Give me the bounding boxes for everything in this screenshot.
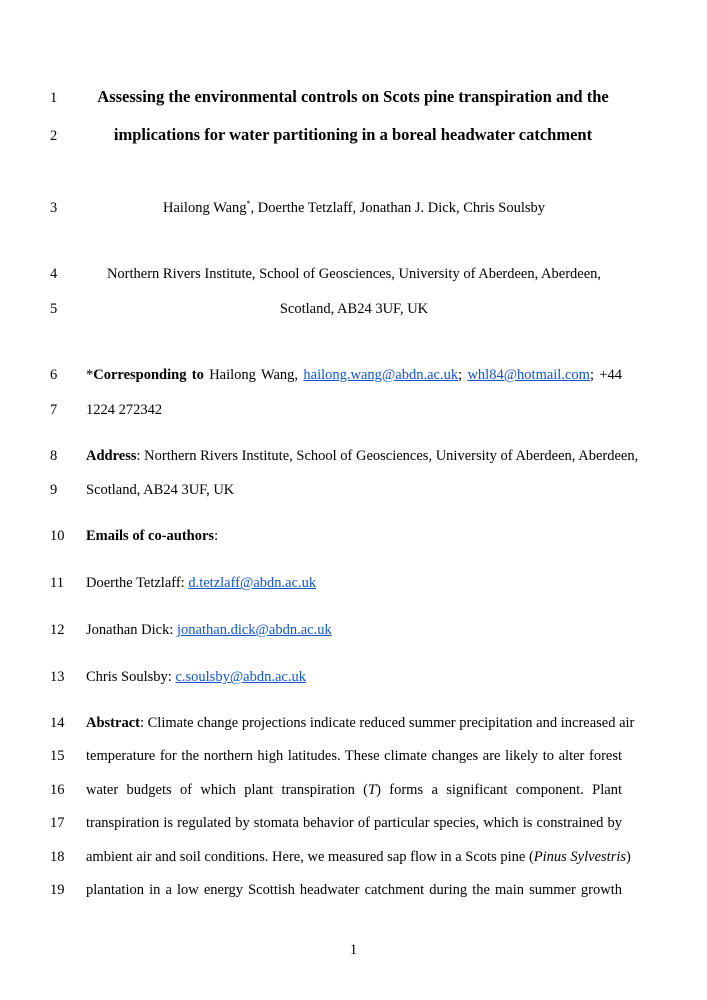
- line-number: 8: [50, 448, 58, 464]
- separator: ;: [458, 367, 468, 383]
- abstract-line: [86, 781, 622, 799]
- line-number: 17: [50, 815, 65, 831]
- paper-title-line-2: implications for water partitioning in a boreal headwater catchment: [113, 125, 593, 144]
- corresponding-asterisk: *: [86, 367, 94, 383]
- phone-part-2: 1224 272342: [86, 402, 163, 418]
- author-rest: , Doerthe Tetzlaff, Jonathan J. Dick, Chris Soulsby: [250, 200, 545, 216]
- line-number: 15: [50, 748, 65, 764]
- phone-part-1: ; +44: [589, 367, 622, 383]
- affiliation-line-2: Scotland, AB24 3UF, UK: [279, 301, 429, 317]
- author-first: Hailong Wang: [163, 200, 247, 216]
- coauthor-name: Jonathan Dick:: [86, 622, 178, 638]
- transpiration-symbol: T: [368, 782, 377, 798]
- paper-title-line-1: Assessing the environmental controls on Scots pine transpiration and the: [97, 87, 609, 106]
- email-link-secondary[interactable]: whl84@hotmail.com: [467, 367, 590, 383]
- abstract-line: temperature for the northern high latitudes. These climate changes are likely to alter forest: [86, 748, 622, 764]
- abstract-line: [86, 714, 635, 732]
- line-number: 11: [50, 575, 64, 591]
- address-label: Address: [86, 448, 137, 464]
- abstract-text: ) forms a significant component. Plant: [376, 782, 622, 798]
- coauthors-label: Emails of co-authors: [86, 528, 215, 544]
- author-list: [86, 199, 622, 217]
- line-number: 4: [50, 266, 58, 282]
- line-number: 7: [50, 402, 58, 418]
- address-line-1: [86, 447, 639, 465]
- line-number: 1: [50, 90, 58, 106]
- line-number: 13: [50, 669, 65, 685]
- abstract-text: water budgets of which plant transpiration (: [86, 782, 369, 798]
- line-number: 12: [50, 622, 65, 638]
- abstract-line: transpiration is regulated by stomata behavior of particular species, which is constrained by: [86, 815, 622, 831]
- colon: :: [214, 528, 219, 544]
- line-number: 10: [50, 528, 65, 544]
- corresponding-mark: *: [246, 199, 251, 209]
- abstract-text: ambient air and soil conditions. Here, we measured sap flow in a Scots pine (: [86, 849, 534, 865]
- address-line-2: Scotland, AB24 3UF, UK: [86, 482, 235, 498]
- line-number: 19: [50, 882, 65, 898]
- abstract-line: plantation in a low energy Scottish headwater catchment during the main summer growth: [86, 882, 622, 898]
- line-number: 2: [50, 128, 58, 144]
- abstract-text: : Climate change projections indicate reduced summer precipitation and increased air: [139, 715, 635, 731]
- line-number: 9: [50, 482, 58, 498]
- line-number: 18: [50, 849, 65, 865]
- line-number: 5: [50, 301, 58, 317]
- corresponding-name: Hailong Wang,: [203, 367, 304, 383]
- corresponding-label: Corresponding to: [93, 367, 204, 383]
- coauthor-email-link[interactable]: d.tetzlaff@abdn.ac.uk: [188, 575, 317, 591]
- coauthor-name: Chris Soulsby:: [86, 669, 176, 685]
- page-number: 1: [349, 942, 358, 958]
- species-name: Pinus Sylvestris: [533, 849, 627, 865]
- line-number: 3: [50, 200, 58, 216]
- line-number: 16: [50, 782, 65, 798]
- coauthor-item: [86, 621, 622, 639]
- coauthor-item: [86, 668, 622, 686]
- abstract-text: ): [626, 849, 631, 865]
- line-number: 14: [50, 715, 65, 731]
- coauthors-heading: [86, 527, 622, 545]
- address-text: : Northern Rivers Institute, School of Geosciences, University of Aberdeen, Aberdeen,: [136, 448, 639, 464]
- affiliation-line-1: Northern Rivers Institute, School of Geosciences, University of Aberdeen, Aberdeen,: [106, 266, 602, 282]
- abstract-line: [86, 848, 631, 866]
- coauthor-email-link[interactable]: jonathan.dick@abdn.ac.uk: [177, 622, 332, 638]
- line-number: 6: [50, 367, 58, 383]
- corresponding-line: [86, 366, 622, 384]
- email-link-primary[interactable]: hailong.wang@abdn.ac.uk: [303, 367, 459, 383]
- abstract-label: Abstract: [86, 715, 140, 731]
- coauthor-email-link[interactable]: c.soulsby@abdn.ac.uk: [175, 669, 306, 685]
- coauthor-name: Doerthe Tetzlaff:: [86, 575, 189, 591]
- coauthor-item: [86, 574, 622, 592]
